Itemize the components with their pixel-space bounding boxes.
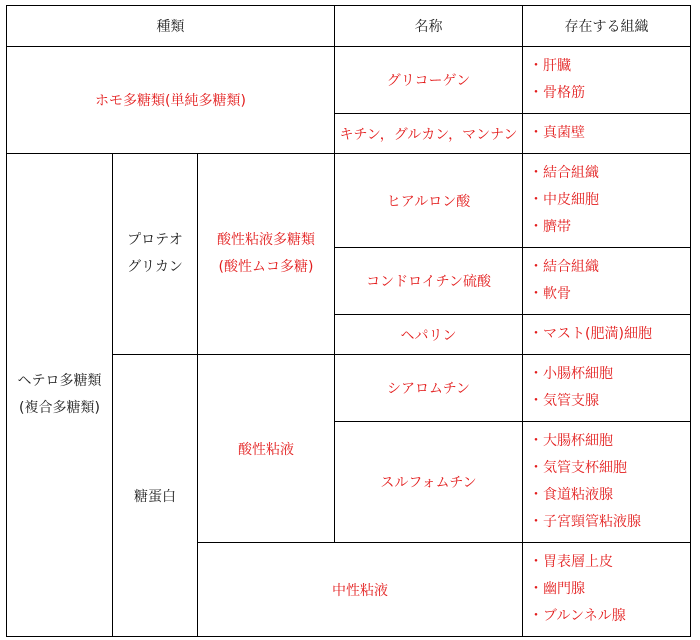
tissue-item: ・ブルンネル腺 bbox=[529, 608, 626, 624]
tissue-item: ・真菌壁 bbox=[529, 125, 586, 141]
tissue-item: ・子宮頸管粘液腺 bbox=[529, 514, 642, 530]
header-type: 種類 bbox=[7, 6, 335, 47]
acidic-mucopolysaccharide-cell bbox=[198, 154, 335, 355]
acidic-mucopolysaccharide-line: (酸性ムコ多糖) bbox=[218, 259, 314, 275]
name-cell: ヒアルロン酸 bbox=[335, 154, 523, 248]
hetero-type-line: ヘテロ多糖類 bbox=[17, 373, 102, 389]
table-row bbox=[7, 154, 691, 248]
tissue-item: ・食道粘液腺 bbox=[529, 487, 614, 503]
tissue-item: ・結合組織 bbox=[529, 165, 600, 181]
tissue-item: ・肝臓 bbox=[529, 58, 572, 74]
tissue-cell bbox=[523, 114, 691, 154]
proteoglycan-line: プロテオ bbox=[127, 232, 183, 248]
tissue-item: ・小腸杯細胞 bbox=[529, 366, 614, 382]
tissue-cell bbox=[523, 315, 691, 355]
name-cell: グリコーゲン bbox=[335, 47, 523, 114]
proteoglycan-line: グリカン bbox=[127, 259, 183, 275]
header-name: 名称 bbox=[335, 6, 523, 47]
homo-type-cell: ホモ多糖類(単純多糖類) bbox=[7, 47, 335, 154]
tissue-item: ・中皮細胞 bbox=[529, 192, 600, 208]
name-cell: ヘパリン bbox=[335, 315, 523, 355]
tissue-cell bbox=[523, 248, 691, 315]
table-row bbox=[7, 47, 691, 114]
proteoglycan-cell bbox=[113, 154, 198, 355]
tissue-item: ・結合組織 bbox=[529, 259, 600, 275]
tissue-item: ・幽門腺 bbox=[529, 581, 586, 597]
tissue-item: ・軟骨 bbox=[529, 286, 572, 302]
tissue-item: ・臍帯 bbox=[529, 219, 572, 235]
header-row bbox=[7, 6, 691, 47]
tissue-item: ・大腸杯細胞 bbox=[529, 433, 614, 449]
name-cell: コンドロイチン硫酸 bbox=[335, 248, 523, 315]
tissue-cell bbox=[523, 47, 691, 114]
tissue-item: ・気管支杯細胞 bbox=[529, 460, 628, 476]
tissue-item: ・胃表層上皮 bbox=[529, 554, 614, 570]
name-cell: スルフォムチン bbox=[335, 422, 523, 543]
tissue-cell bbox=[523, 154, 691, 248]
tissue-item: ・骨格筋 bbox=[529, 85, 586, 101]
name-cell: シアロムチン bbox=[335, 355, 523, 422]
header-tissue: 存在する組織 bbox=[523, 6, 691, 47]
tissue-item: ・マスト(肥満)細胞 bbox=[529, 326, 652, 342]
glycoprotein-cell: 糖蛋白 bbox=[113, 355, 198, 637]
tissue-cell bbox=[523, 543, 691, 637]
polysaccharide-table bbox=[6, 5, 691, 637]
tissue-cell bbox=[523, 355, 691, 422]
hetero-type-line: (複合多糖類) bbox=[19, 400, 100, 416]
tissue-item: ・気管支腺 bbox=[529, 393, 600, 409]
hetero-type-cell bbox=[7, 154, 113, 637]
name-cell: キチン，グルカン，マンナン bbox=[335, 114, 523, 154]
acidic-mucus-cell: 酸性粘液 bbox=[198, 355, 335, 543]
acidic-mucopolysaccharide-line: 酸性粘液多糖類 bbox=[217, 232, 316, 248]
neutral-mucus-cell: 中性粘液 bbox=[198, 543, 523, 637]
tissue-cell bbox=[523, 422, 691, 543]
